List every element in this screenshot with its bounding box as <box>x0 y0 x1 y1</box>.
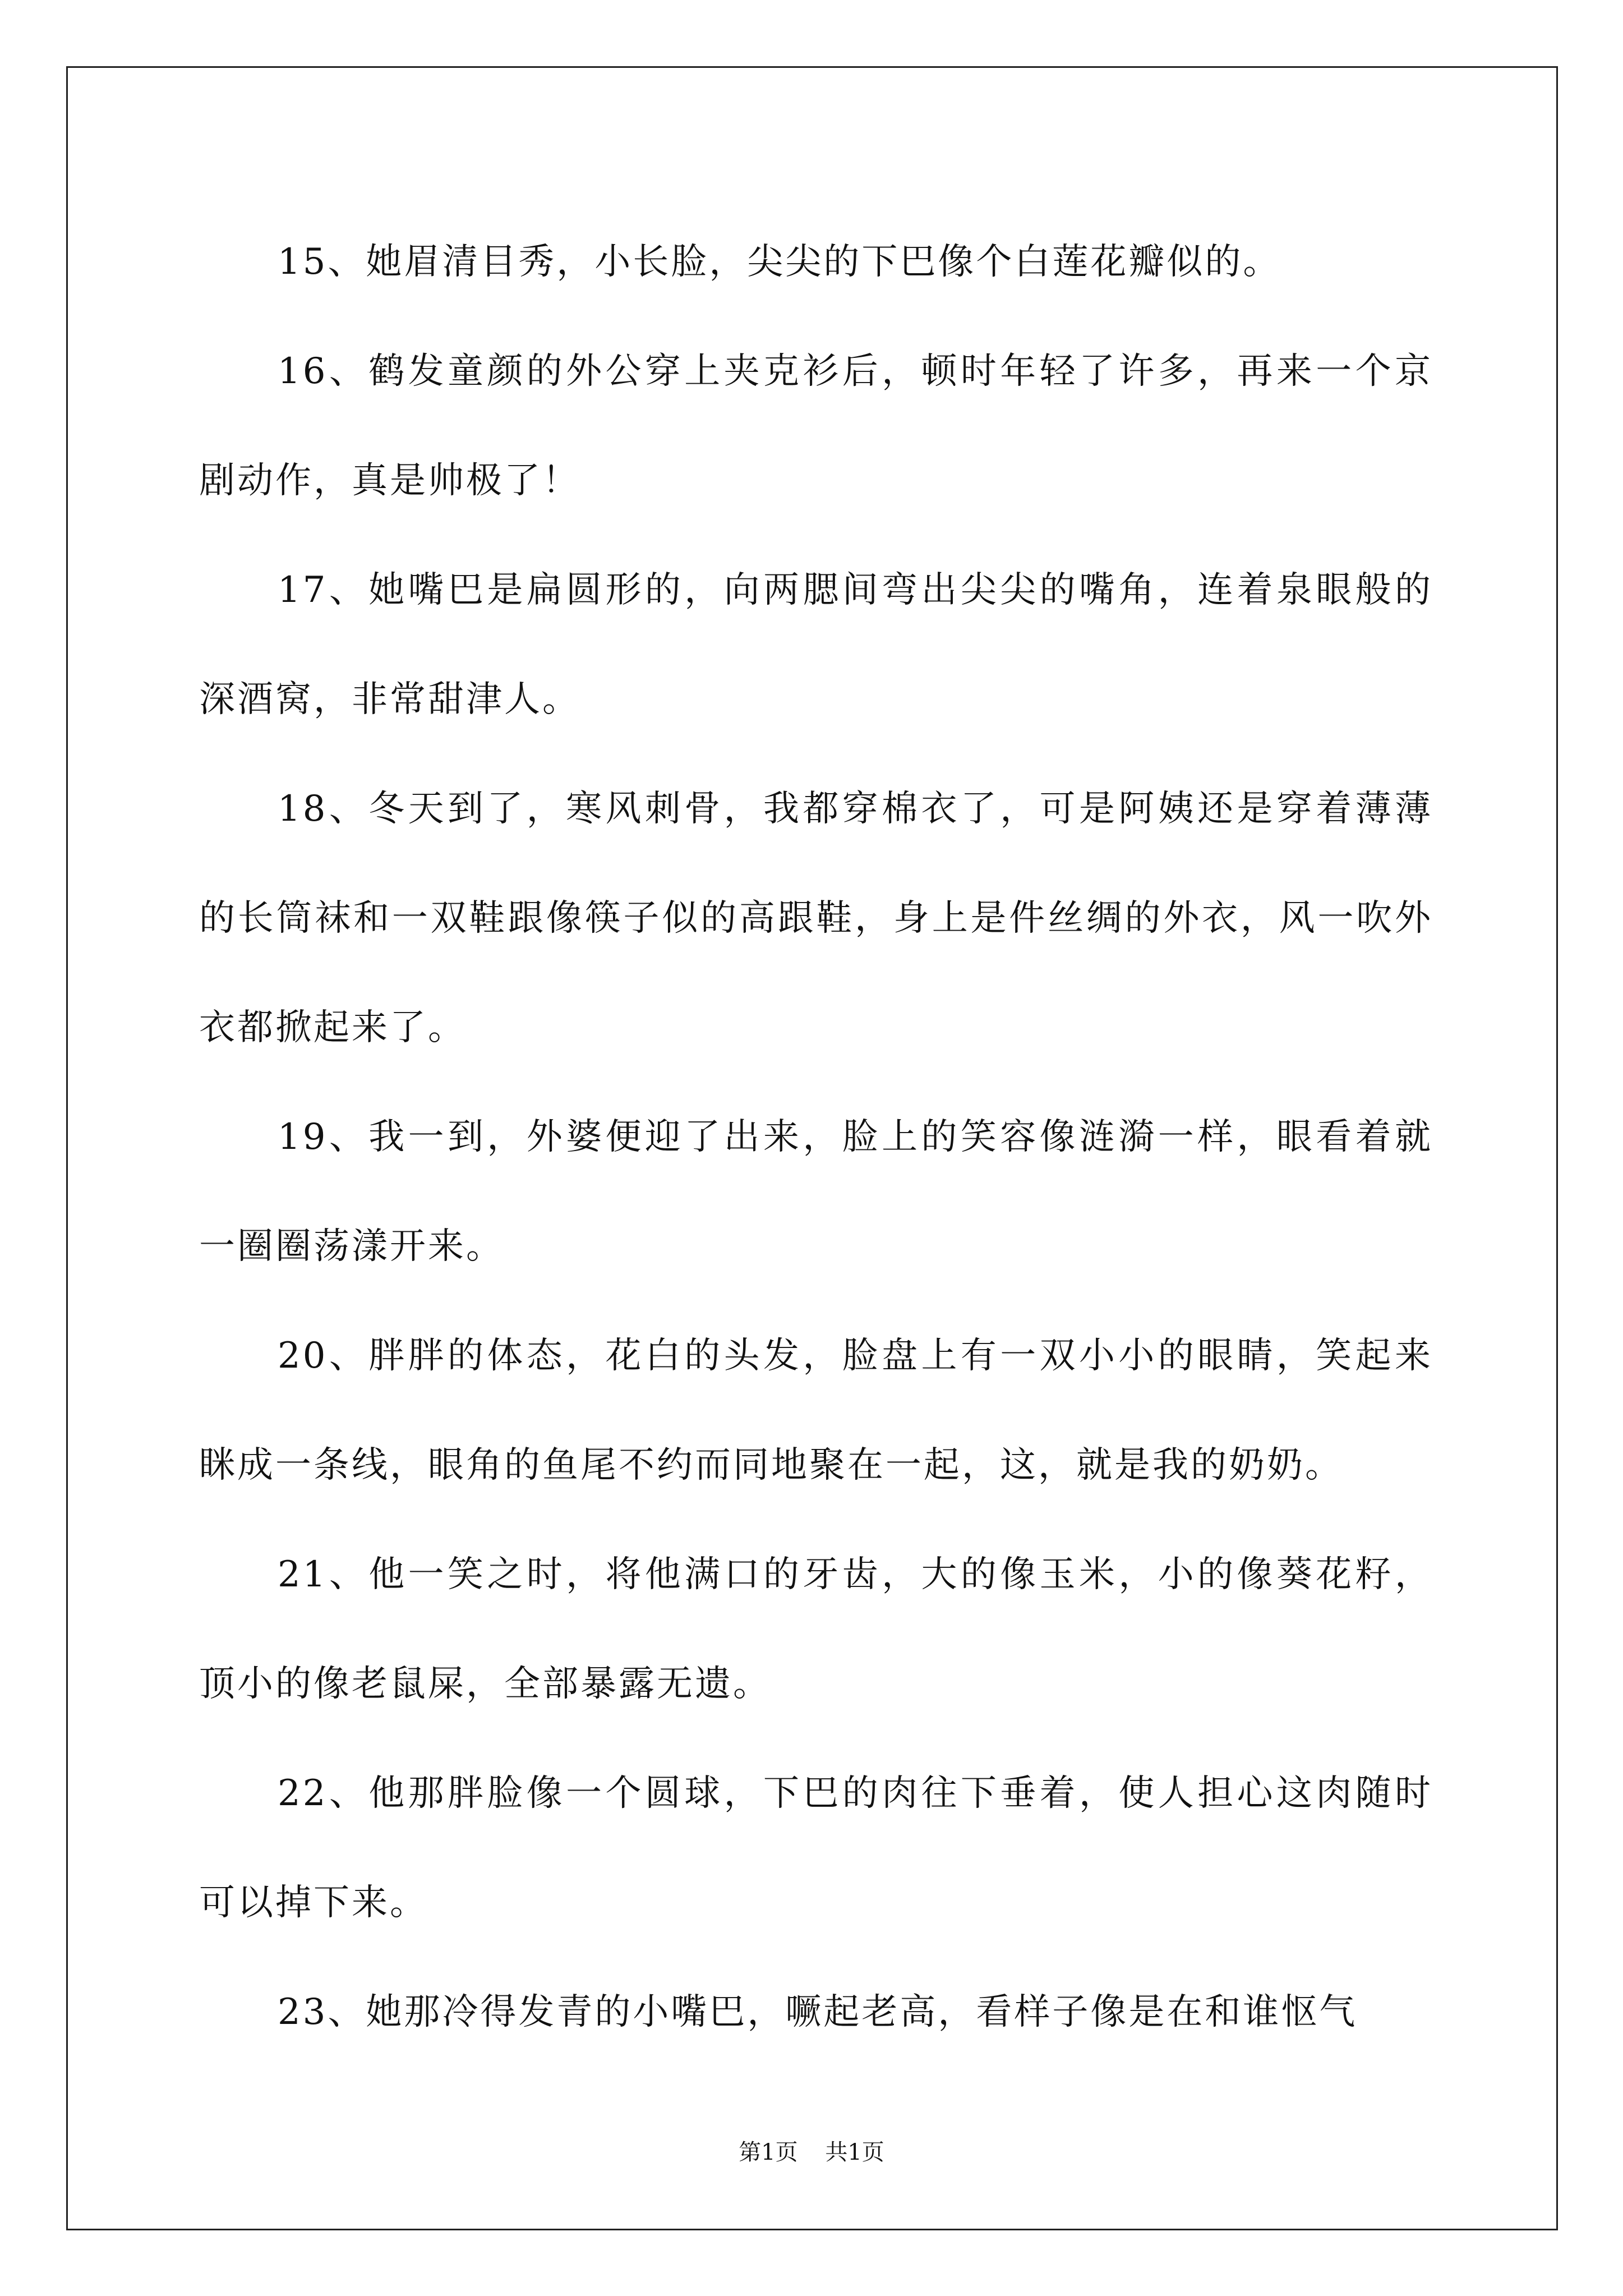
paragraph-21: 21、他一笑之时，将他满口的牙齿，大的像玉米，小的像葵花籽，顶小的像老鼠屎，全部暴露无遗。 <box>199 1554 1433 1705</box>
page-footer <box>0 2134 1623 2166</box>
document-body <box>199 208 1433 2067</box>
paragraph-17: 17、她嘴巴是扁圆形的，向两腮间弯出尖尖的嘴角，连着泉眼般的深酒窝，非常甜津人。 <box>199 569 1433 720</box>
paragraph-15: 15、她眉清目秀，小长脸，尖尖的下巴像个白莲花瓣似的。 <box>278 241 1281 283</box>
page-total: 共1页 <box>825 2139 884 2165</box>
paragraph-20: 20、胖胖的体态，花白的头发，脸盘上有一双小小的眼睛，笑起来眯成一条线，眼角的鱼尾不约而同地聚在一起，这，就是我的奶奶。 <box>199 1335 1433 1486</box>
paragraph-19: 19、我一到，外婆便迎了出来，脸上的笑容像涟漪一样，眼看着就一圈圈荡漾开来。 <box>199 1116 1433 1267</box>
paragraph-23: 23、她那冷得发青的小嘴巴，噘起老高，看样子像是在和谁怄气 <box>278 1991 1358 2033</box>
page-number: 第1页 <box>739 2139 798 2165</box>
paragraph-16: 16、鹤发童颜的外公穿上夹克衫后，顿时年轻了许多，再来一个京剧动作，真是帅极了！ <box>199 351 1433 501</box>
paragraph-18: 18、冬天到了，寒风刺骨，我都穿棉衣了，可是阿姨还是穿着薄薄的长筒袜和一双鞋跟像筷子似的高跟鞋，身上是件丝绸的外衣，风一吹外衣都掀起来了。 <box>199 788 1433 1048</box>
paragraph-22: 22、他那胖脸像一个圆球，下巴的肉往下垂着，使人担心这肉随时可以掉下来。 <box>199 1773 1433 1924</box>
